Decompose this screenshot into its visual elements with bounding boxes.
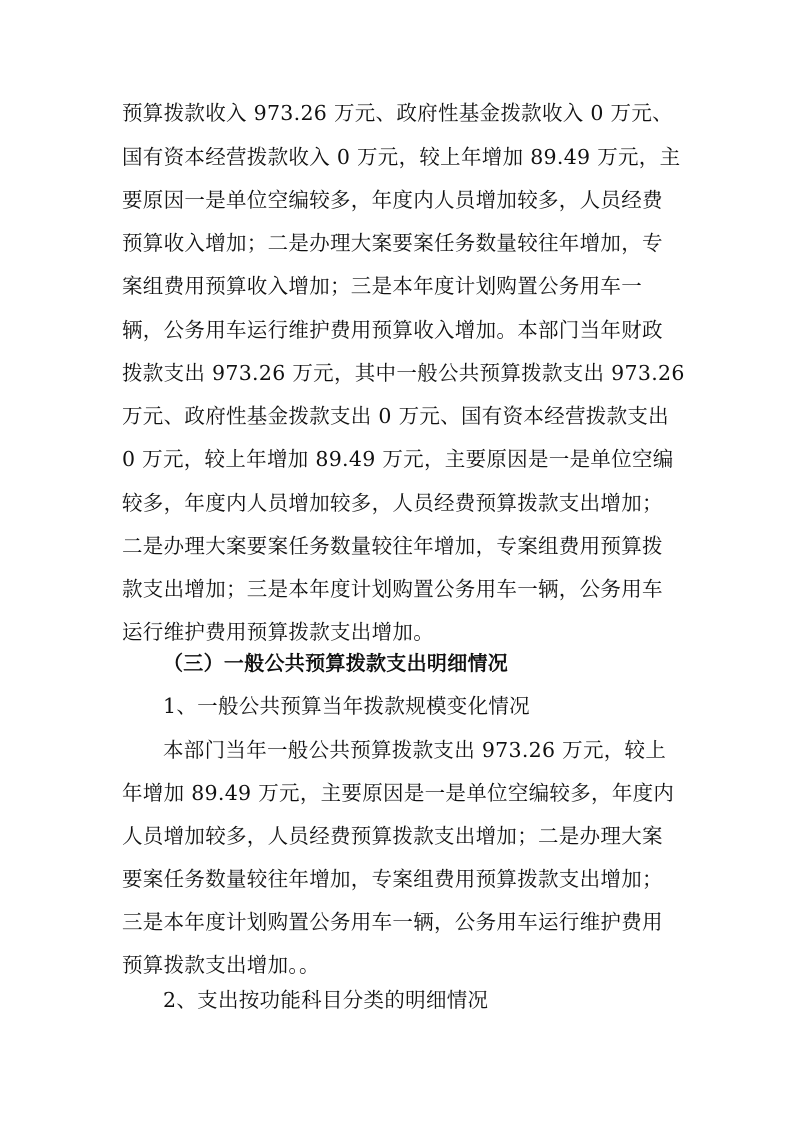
paragraph-line: 要案任务数量较往年增加，专案组费用预算拨款支出增加； xyxy=(122,867,663,891)
paragraph-line: 本部门当年一般公共预算拨款支出 973.26 万元，较上 xyxy=(163,738,667,762)
paragraph-line: 款支出增加；三是本年度计划购置公务用车一辆，公务用车 xyxy=(122,577,663,601)
paragraph-line: 预算拨款收入 973.26 万元、政府性基金拨款收入 0 万元、 xyxy=(122,101,673,125)
paragraph-line: 拨款支出 973.26 万元，其中一般公共预算拨款支出 973.26 xyxy=(122,361,685,385)
paragraph-line: 万元、政府性基金拨款支出 0 万元、国有资本经营拨款支出 xyxy=(122,404,669,428)
section-heading: （三）一般公共预算拨款支出明细情况 xyxy=(163,651,509,675)
paragraph-line: 国有资本经营拨款收入 0 万元，较上年增加 89.49 万元，主 xyxy=(122,145,681,169)
paragraph-line: 0 万元，较上年增加 89.49 万元，主要原因是一是单位空编 xyxy=(122,447,674,471)
paragraph-line: 案组费用预算收入增加；三是本年度计划购置公务用车一 xyxy=(122,274,642,298)
paragraph-line: 较多，年度内人员增加较多，人员经费预算拨款支出增加； xyxy=(122,491,663,515)
paragraph-line: 三是本年度计划购置公务用车一辆，公务用车运行维护费用 xyxy=(122,910,663,934)
paragraph-line: 年增加 89.49 万元，主要原因是一是单位空编较多，年度内 xyxy=(122,781,675,805)
paragraph-line: 人员增加较多，人员经费预算拨款支出增加；二是办理大案 xyxy=(122,824,663,848)
paragraph-line: 要原因一是单位空编较多，年度内人员增加较多，人员经费 xyxy=(122,188,663,212)
subheading: 2、支出按功能科目分类的明细情况 xyxy=(163,988,489,1012)
paragraph-line: 辆，公务用车运行维护费用预算收入增加。本部门当年财政 xyxy=(122,318,663,342)
paragraph-line: 预算拨款支出增加。。 xyxy=(122,953,320,977)
paragraph-line: 二是办理大案要案任务数量较往年增加，专案组费用预算拨 xyxy=(122,534,663,558)
paragraph-line: 预算收入增加；二是办理大案要案任务数量较往年增加，专 xyxy=(122,231,663,255)
paragraph-line: 运行维护费用预算拨款支出增加。 xyxy=(122,620,434,644)
subheading: 1、一般公共预算当年拨款规模变化情况 xyxy=(163,694,530,718)
